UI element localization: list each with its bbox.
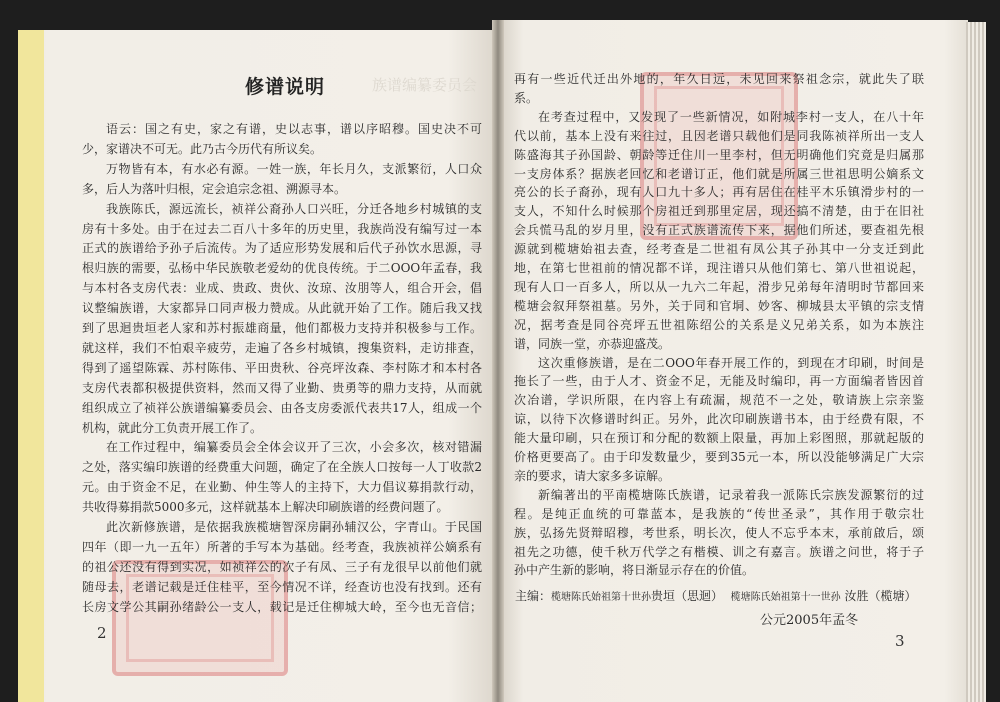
text-line: 再有一些近代迁出外地的，年久日远，未见回来祭祖念宗，就此失了联 bbox=[514, 72, 924, 86]
text-line: 在工作过程中，编纂委员会全体会议开了三次，小会多次，核对错漏 bbox=[106, 440, 482, 455]
text-line: 榄塘会叙拜祭祖墓。另外，关于同和官垌、妙客、柳城县太平镇的宗支情 bbox=[514, 298, 924, 313]
text-line: 万物皆有本，有水必有源。一姓一族，年长月久，支派繁衍，人口众 bbox=[106, 161, 482, 176]
text-line: 亮公的长子裔孙，现有人口九十多人；再有居住在桂平木乐镇滑步村的一 bbox=[514, 185, 924, 200]
red-seal-stamp bbox=[112, 560, 288, 676]
text-line: 议整编族谱，大家都异口同声极力赞成。从此就开始了工作。随后我又找 bbox=[82, 301, 482, 316]
text-line: 机构，就此分工负责开展工作了。 bbox=[82, 420, 263, 435]
text-line: 共收得募捐款5000多元，这样就基本上解决印刷族谱的经费问题了。 bbox=[82, 500, 449, 515]
text-line: 新编著出的平南榄塘陈氏族谱，记录着我一派陈氏宗族发源繁衍的过 bbox=[538, 487, 924, 502]
text-line: 况，据考查是同谷亮坪五世祖陈绍公的关系是义兄弟关系，如为本族注 bbox=[514, 317, 924, 332]
editors-signature bbox=[515, 587, 917, 604]
page-number-right: 3 bbox=[895, 632, 905, 650]
text-line: 组织成立了祯祥公族谱编纂委员会、由各支房委派代表共17人，组成一个 bbox=[82, 400, 482, 415]
editor2-name: 汝胜（榄塘） bbox=[844, 589, 917, 603]
text-line: 陈盛海其子孙国龄、朝龄等迁住川一里李村，但无明确他们究竟是归属那 bbox=[514, 147, 924, 162]
text-line: 谱，同族一堂，亦恭迎盛茂。 bbox=[514, 336, 671, 351]
text-line: 孙中产生新的影响，将日渐显示存在的价值。 bbox=[514, 563, 755, 578]
text-line: 正式的族谱给予孙子后流传。为了适应形势发展和后代子孙饮水思源，寻 bbox=[82, 241, 482, 256]
text-line: 支人，不知什么时候那个房祖迁到那里定居，现还搞不清楚，由于在旧社 bbox=[514, 204, 924, 219]
page-title: 修谱说明 bbox=[244, 76, 325, 98]
text-line: 价格更要高了。由于印发数量少，要到35元一本，所以没能够满足广大宗 bbox=[514, 450, 924, 464]
text-line: 少，家谱决不可无。此乃古今历代有所议矣。 bbox=[82, 141, 323, 156]
text-line: 族，弘扬先贤辩昭穆，考世系，明长次，使人不忘乎本末，承前啟后，颂 bbox=[514, 525, 924, 540]
text-line: 代以前，基本上没有来往过，且因老谱只载他们是同我陈祯祥所出一支人 bbox=[514, 128, 924, 143]
text-line: 元。由于资金不足，在业勤、仲生等人的主持下，大力倡议募捐款行动， bbox=[82, 480, 482, 495]
text-line: 地，在第七世祖前的情况都不详，现注谱只从他们第七、第八世祖说起， bbox=[514, 261, 924, 275]
text-line: 祖先之功德，使千秋万代学之有楷模、训之有嘉言。族谱之问世，将于子 bbox=[514, 544, 924, 559]
editor-label: 主编： bbox=[515, 589, 552, 603]
text-line: 次冶谱，学识所限，在内容上有疏漏，规范不一之处，敬请族上宗亲鉴 bbox=[514, 393, 924, 408]
text-line: 之处，落实编印族谱的经费重大问题，确定了在全族人口按每一人丁收款2 bbox=[82, 460, 482, 475]
text-line: 我族陈氏，源远流长，祯祥公裔孙人口兴旺，分迁各地乡村城镇的支 bbox=[106, 201, 482, 216]
text-line: 支房代表都积极提供资料，然而又得了业勤、贵勇等的鼎力支持，从而就 bbox=[82, 380, 482, 395]
text-line: 会兵慌马乱的岁月里，没有正式族谱流传下来，据他们所述，要查祖先根 bbox=[514, 223, 924, 238]
text-line: 语云：国之有史，家之有谱，史以志事，谱以序昭穆。国史决不可 bbox=[106, 122, 482, 136]
text-line: 与本村各支房代表：业成、贵政、贵伙、汝琼、汝朋等人，组合开会，倡 bbox=[82, 281, 482, 296]
text-line: 在考查过程中，又发现了一些新情况，如附城李村一支人，在八十年 bbox=[538, 109, 924, 124]
editor2-prefix: 榄塘陈氏始祖第十一世孙 bbox=[730, 592, 841, 603]
left-page-edge bbox=[18, 30, 44, 702]
page-stack-edges bbox=[966, 22, 986, 702]
text-line: 得到了遥望陈霖、苏村陈伟、平田贵秋、谷亮坪汝森、李村陈才和本村各 bbox=[82, 360, 482, 375]
text-line: 这次重修族谱，是在二OOO年春开展工作的，到现在才印刷，时间是 bbox=[538, 355, 924, 370]
text-line: 的祖公还没有得到实况，如祯祥公的次子有凤、三子有龙很早以前他们就 bbox=[82, 559, 482, 574]
text-line: 现有人口一百多人，所以从一九六二年起，滑步兄弟每年清明时节都回来 bbox=[514, 279, 924, 294]
editor1-prefix: 榄塘陈氏始祖第十世孙 bbox=[551, 592, 652, 603]
text-line: 亲的要求，请大家多多谅解。 bbox=[514, 468, 671, 483]
text-line: 四年（即一九一五年）所著的手写本为基础。经考查，我族祯祥公嫡系有 bbox=[82, 539, 482, 554]
text-line: 此次新修族谱，是依据我族榄塘智深房嗣孙辅汉公，字青山。于民国 bbox=[106, 520, 482, 534]
book-gutter bbox=[492, 20, 504, 702]
text-line: 谅，以待下次修谱时纠正。另外，此次印刷族谱书本，由于经费有限，不 bbox=[514, 412, 924, 427]
date-line: 公元2005年孟冬 bbox=[760, 613, 859, 628]
text-line: 能大量印刷，只在预订和分配的数额上限量，再加上彩图照，那就起版的 bbox=[514, 431, 924, 446]
text-line: 一支房体系？据族老回忆和老谱订正，他们就是所属三世祖思明公嫡系文 bbox=[514, 166, 924, 181]
text-line: 系。 bbox=[514, 90, 539, 105]
bleed-through-text: 族谱编纂委员会 bbox=[372, 76, 478, 94]
text-line: 多，后人为落叶归根，定会追宗念祖、溯源寻本。 bbox=[82, 181, 347, 196]
text-line: 随母去，老谱记载是迁住桂平，至今情况不详，经查访也没有找到。还有 bbox=[82, 579, 482, 594]
editor1-name: 贵垣（思迴） bbox=[651, 589, 724, 603]
text-line: 拖长了一些，由于人才、资金不足，无能及时编印，再一方面编者皆因首 bbox=[514, 374, 924, 389]
text-line: 长房文学公其嗣孙绪龄公一支人，载记是迁住柳城大岭，至今也无音信； bbox=[82, 599, 482, 614]
text-line: 到了思迴贵垣老人家和苏村振雄商量，他们都极力支持并积极参与工作。 bbox=[82, 321, 482, 335]
text-line: 根归族的需要，弘杨中华民族敬老爱幼的优良传统。于二OOO年孟春，我 bbox=[82, 261, 482, 276]
text-line: 就这样，我们不怕艰辛疲劳，走遍了各乡村城镇，搜集资料，走访排查， bbox=[82, 340, 482, 355]
text-line: 房有十多处。由于在过去二百八十多年的历史里，我族尚没有编写过一本 bbox=[82, 221, 482, 236]
text-line: 源就到榄塘始祖去查，经考查是二世祖有凤公其子孙其中一分支迁到此 bbox=[514, 242, 924, 257]
text-line: 程。是纯正血统的可靠蓝本，是我族的“传世圣录”，其作用于敬宗壮 bbox=[514, 506, 924, 521]
page-number-left: 2 bbox=[97, 624, 107, 642]
